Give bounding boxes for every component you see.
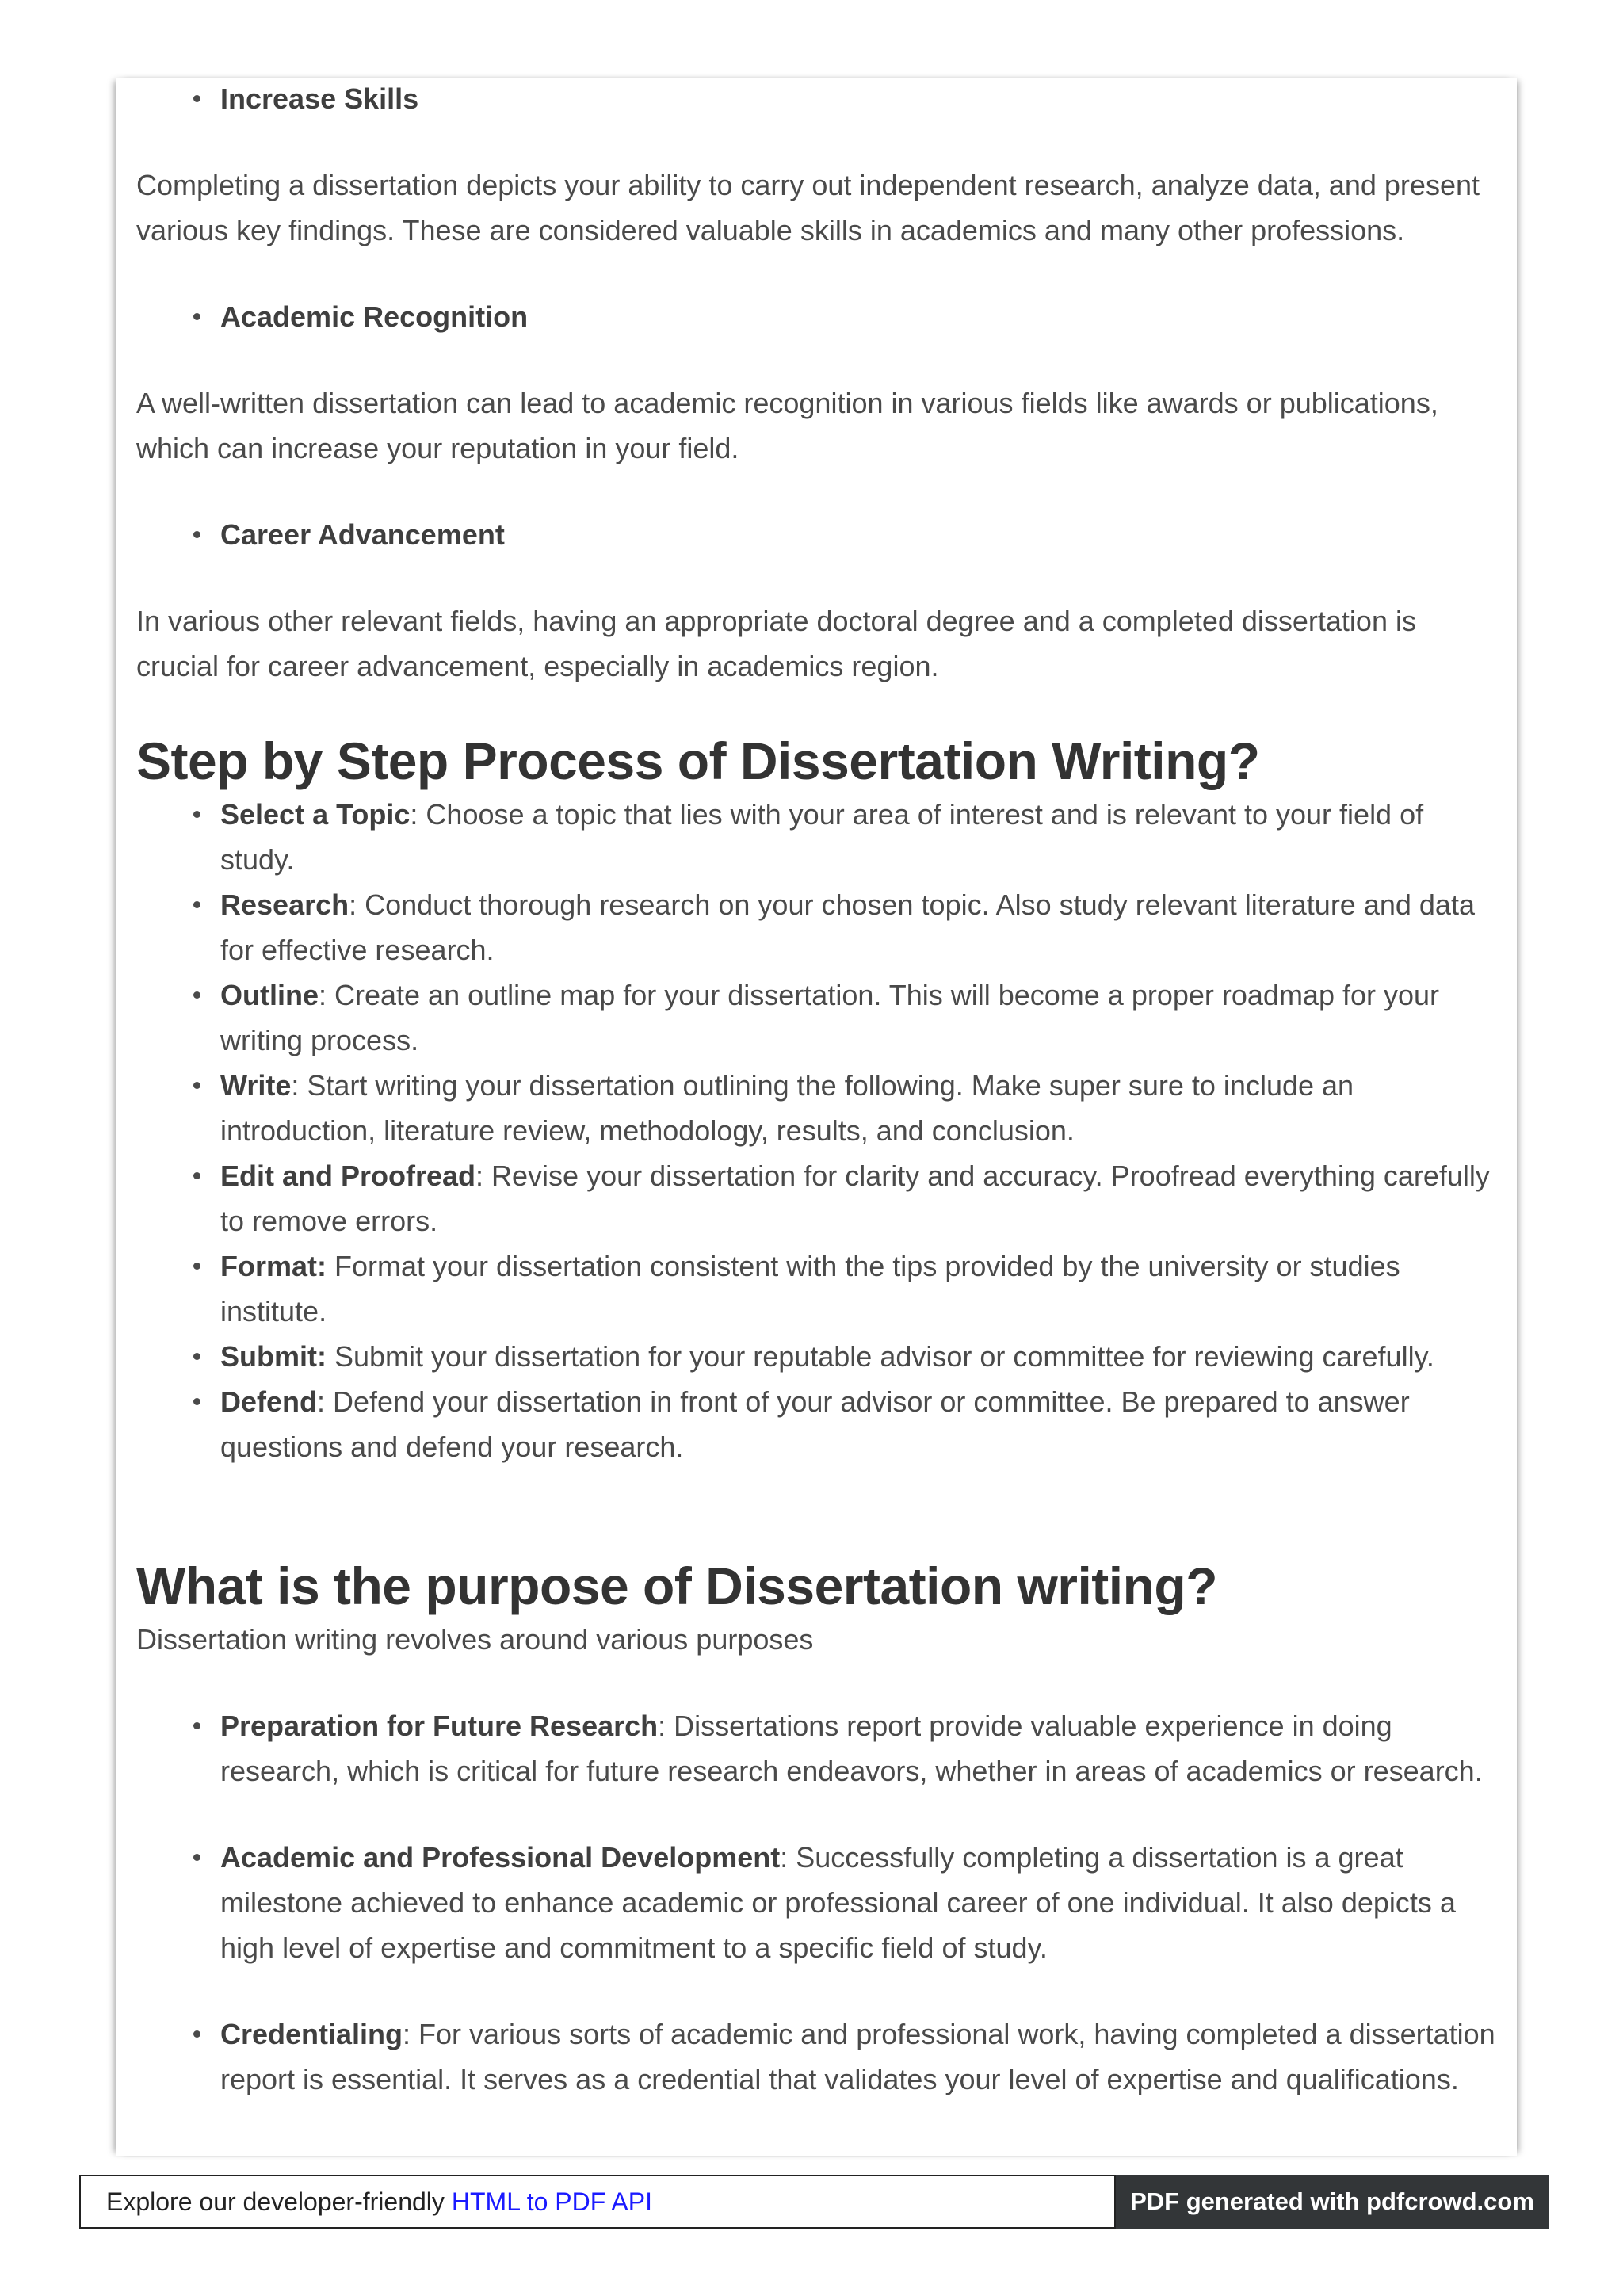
item-title: Defend xyxy=(220,1385,318,1418)
purpose-list-1 xyxy=(136,1703,1499,1794)
item-text: : Create an outline map for your dissertation. This will become a proper roadmap for your writing process. xyxy=(220,979,1440,1056)
item-title: Select a Topic xyxy=(220,798,411,831)
item-text: : Conduct thorough research on your chosen topic. Also study relevant literature and data for effective research. xyxy=(220,888,1475,966)
purpose-list-3 xyxy=(136,2011,1499,2102)
benefit-list-2 xyxy=(136,294,1499,339)
section-heading-steps: Step by Step Process of Dissertation Writing? xyxy=(136,732,1260,790)
benefit-list-1 xyxy=(136,76,1499,121)
item-text: : Successfully completing a dissertation is a great milestone achieved to enhance academic or professional career of one individual. It also depicts a high level of expertise and commitment to a specific field of study. xyxy=(220,1841,1456,1964)
item-title: Write xyxy=(220,1069,292,1102)
item-text: Submit your dissertation for your reputable advisor or committee for reviewing carefully. xyxy=(326,1340,1434,1373)
purpose-intro: Dissertation writing revolves around various purposes xyxy=(136,1623,814,1656)
benefit-title: Career Advancement xyxy=(220,518,505,551)
list-item xyxy=(220,2011,1499,2102)
item-title: Academic and Professional Development xyxy=(220,1841,781,1874)
paragraph: Completing a dissertation depicts your ability to carry out independent research, analyze data, and present various key findings. These are considered valuable skills in academics and many other professions. xyxy=(136,169,1480,246)
steps-list xyxy=(136,792,1499,1469)
item-title: Preparation for Future Research xyxy=(220,1710,659,1742)
list-item xyxy=(220,76,1499,121)
item-text: : Defend your dissertation in front of your advisor or committee. Be prepared to answer questions and defend your research. xyxy=(220,1385,1410,1463)
section-heading-purpose: What is the purpose of Dissertation writing? xyxy=(136,1557,1218,1615)
item-text: : Revise your dissertation for clarity and accuracy. Proofread everything carefully to remove errors. xyxy=(220,1159,1490,1237)
list-item xyxy=(220,512,1499,557)
footer-explore xyxy=(79,2175,1116,2229)
benefit-title: Academic Recognition xyxy=(220,300,529,333)
list-item xyxy=(220,1379,1499,1469)
article-content xyxy=(136,76,1499,2102)
footer-explore-text: Explore our developer-friendly xyxy=(106,2187,445,2216)
list-item xyxy=(220,972,1499,1063)
item-title: Submit: xyxy=(220,1340,327,1373)
list-item xyxy=(220,294,1499,339)
item-title: Outline xyxy=(220,979,319,1011)
paragraph: In various other relevant fields, having an appropriate doctoral degree and a completed dissertation is crucial for career advancement, especially in academics region. xyxy=(136,605,1416,682)
item-title: Edit and Proofread xyxy=(220,1159,476,1192)
pdfcrowd-badge[interactable]: PDF generated with pdfcrowd.com xyxy=(1116,2175,1549,2229)
list-item xyxy=(220,1703,1499,1794)
list-item xyxy=(220,1334,1499,1379)
list-item xyxy=(220,1835,1499,1970)
list-item xyxy=(220,1153,1499,1244)
pdf-footer xyxy=(79,2175,1549,2229)
item-title: Research xyxy=(220,888,349,921)
benefit-list-3 xyxy=(136,512,1499,557)
item-text: : Choose a topic that lies with your area of interest and is relevant to your field of study. xyxy=(220,798,1424,876)
list-item xyxy=(220,1063,1499,1153)
item-text: : For various sorts of academic and professional work, having completed a dissertation report is essential. It serves as a credential that validates your level of expertise and qualifications. xyxy=(220,2018,1495,2095)
item-title: Format: xyxy=(220,1250,327,1282)
list-item xyxy=(220,1244,1499,1334)
purpose-list-2 xyxy=(136,1835,1499,1970)
item-title: Credentialing xyxy=(220,2018,403,2050)
item-text: Format your dissertation consistent with the tips provided by the university or studies institute. xyxy=(220,1250,1400,1328)
benefit-title: Increase Skills xyxy=(220,82,419,115)
item-text: : Dissertations report provide valuable experience in doing research, which is critical for future research endeavors, whether in areas of academics or research. xyxy=(220,1710,1483,1787)
paragraph: A well-written dissertation can lead to academic recognition in various fields like awards or publications, which can increase your reputation in your field. xyxy=(136,387,1438,464)
list-item xyxy=(220,882,1499,972)
html-to-pdf-api-link[interactable]: HTML to PDF API xyxy=(451,2187,652,2216)
list-item xyxy=(220,792,1499,882)
item-text: : Start writing your dissertation outlining the following. Make super sure to include an introduction, literature review, methodology, results, and conclusion. xyxy=(220,1069,1354,1147)
